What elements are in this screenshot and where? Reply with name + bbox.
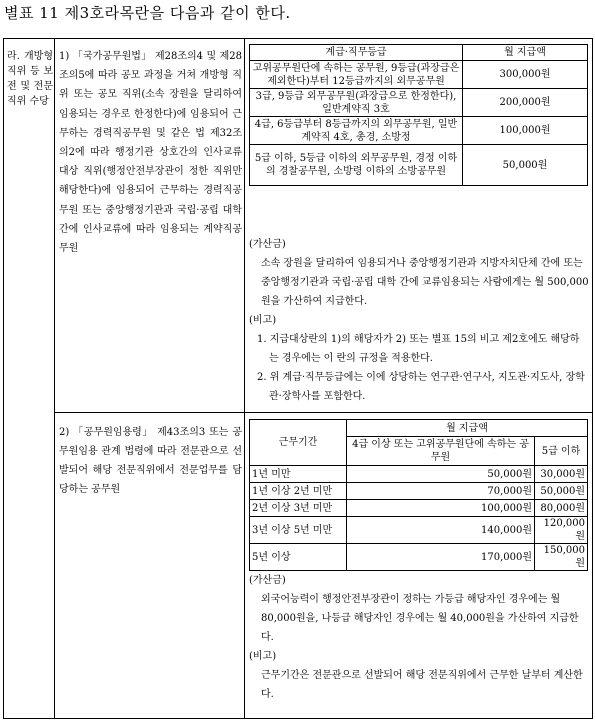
grade-cell: 3급, 9등급 외무공무원(과장급으로 한정한다), 일반계약직 3호 [250, 89, 463, 117]
section1-eligibility: 1) 「국가공무원법」 제28조의4 및 제28조의5에 따라 공모 과정을 거쳐 개방형 직위 또는 공모 직위(소속 장원을 달리하여 임용되는 경우로 한정한다)에 임용되어 근무하는 경력직공무원 및 같은 법 제32조의2에 따라 행정기관 상호간의 인사교류 대상 직위(행정안전부장관이 정한 직위만 해당한다)에 임용되어 근무하는 경력직공무원 또는 중앙행정기관과 국립·공립 대학 간에 인사교류에 따라 임용되는 계약직공무원 [59, 51, 242, 255]
period-cell: 1년 미만 [250, 466, 347, 483]
table-header-row [250, 45, 588, 61]
section2-extras [249, 571, 589, 704]
pay-cell: 30,000원 [535, 466, 588, 483]
period-cell: 1년 이상 2년 미만 [250, 483, 347, 500]
extra-label: (가산금) [249, 575, 286, 586]
pay-cell: 80,000원 [535, 500, 588, 517]
extra-text: 외국어능력이 행정안전부장관이 정하는 가등급 해당자인 경우에는 월 80,000원을, 나등급 해당자인 경우에는 월 40,000원을 가산하여 지급한다. [261, 594, 579, 643]
extra-label: (가산금) [249, 239, 286, 250]
pay-cell: 100,000원 [463, 117, 588, 145]
pay-header: 월 지급액 [463, 45, 588, 61]
table-header-row [250, 420, 588, 437]
monthly-header: 월 지급액 [347, 420, 588, 437]
pay-cell: 140,000원 [347, 517, 535, 544]
table-row [250, 89, 588, 117]
subheader-senior: 4급 이상 또는 고위공무원단에 속하는 공무원 [347, 437, 535, 466]
note-label: (비고) [249, 651, 277, 662]
grade-cell: 고위공무원단에 속하는 공무원, 9등급(과장급은 제외한다)부터 12등급까지의 외무공무원 [250, 61, 463, 89]
table-row [250, 145, 588, 186]
category-label: 라. 개방형 직위 등 보전 및 전문직위 수당 [7, 51, 53, 107]
section2-eligibility: 2) 「공무원임용령」 제43조의3 또는 공무원임용 관계 법령에 따라 전문관으로 선발되어 해당 전문직위에서 전문업무를 담당하는 공무원 [59, 427, 242, 495]
table-row [250, 500, 588, 517]
section1-extras [249, 235, 589, 406]
page-heading: 별표 11 제3호라목란을 다음과 같이 한다. [4, 4, 291, 22]
table-row [250, 483, 588, 500]
note-label: (비고) [249, 315, 277, 326]
divider [244, 39, 245, 718]
grade-cell: 5급 이하, 5등급 이하의 외무공무원, 경정 이하의 경찰공무원, 소방령 이하의 소방공무원 [250, 145, 463, 186]
pay-cell: 100,000원 [347, 500, 535, 517]
pay-cell: 200,000원 [463, 89, 588, 117]
table-row [250, 117, 588, 145]
subheader-junior: 5급 이하 [535, 437, 588, 466]
pay-cell: 170,000원 [347, 544, 535, 571]
grade-cell: 4급, 6등급부터 8등급까지의 외무공무원, 일반계약직 4호, 총경, 소방정 [250, 117, 463, 145]
note-item: 1. 지급대상란의 1)의 해당자가 2) 또는 별표 15의 비고 제2호에도 해당하는 경우에는 이 란의 규정을 적용한다. [257, 334, 580, 364]
table-row [250, 517, 588, 544]
divider [54, 39, 55, 718]
table-row [250, 544, 588, 571]
grade-header: 계급·직무등급 [250, 45, 463, 61]
pay-cell: 50,000원 [535, 483, 588, 500]
section1-pay-table [249, 44, 588, 186]
period-cell: 2년 이상 3년 미만 [250, 500, 347, 517]
period-header: 근무기간 [250, 420, 347, 466]
table-row [250, 61, 588, 89]
pay-cell: 50,000원 [463, 145, 588, 186]
period-cell: 3년 이상 5년 미만 [250, 517, 347, 544]
pay-cell: 300,000원 [463, 61, 588, 89]
extra-text: 소속 장원을 달리하여 임용되거나 중앙행정기관과 지방자치단체 간에 또는 중앙행정기관과 국립·공립 대학 간에 교류임용되는 사람에게는 월 500,000원을 가산하여 지급한다. [261, 258, 589, 307]
allowance-table [3, 38, 593, 719]
period-cell: 5년 이상 [250, 544, 347, 571]
section2-pay-table [249, 419, 588, 571]
note-text: 근무기간은 전문관으로 선발되어 해당 전문직위에서 근무한 날부터 계산한다. [261, 670, 583, 700]
pay-cell: 150,000원 [535, 544, 588, 571]
note-item: 2. 위 계급·직무등급에는 이에 상당하는 연구관·연구사, 지도관·지도사, 장학관·장학사를 포함한다. [257, 372, 585, 402]
table-row [250, 466, 588, 483]
pay-cell: 120,000원 [535, 517, 588, 544]
pay-cell: 70,000원 [347, 483, 535, 500]
divider [54, 412, 592, 413]
pay-cell: 50,000원 [347, 466, 535, 483]
